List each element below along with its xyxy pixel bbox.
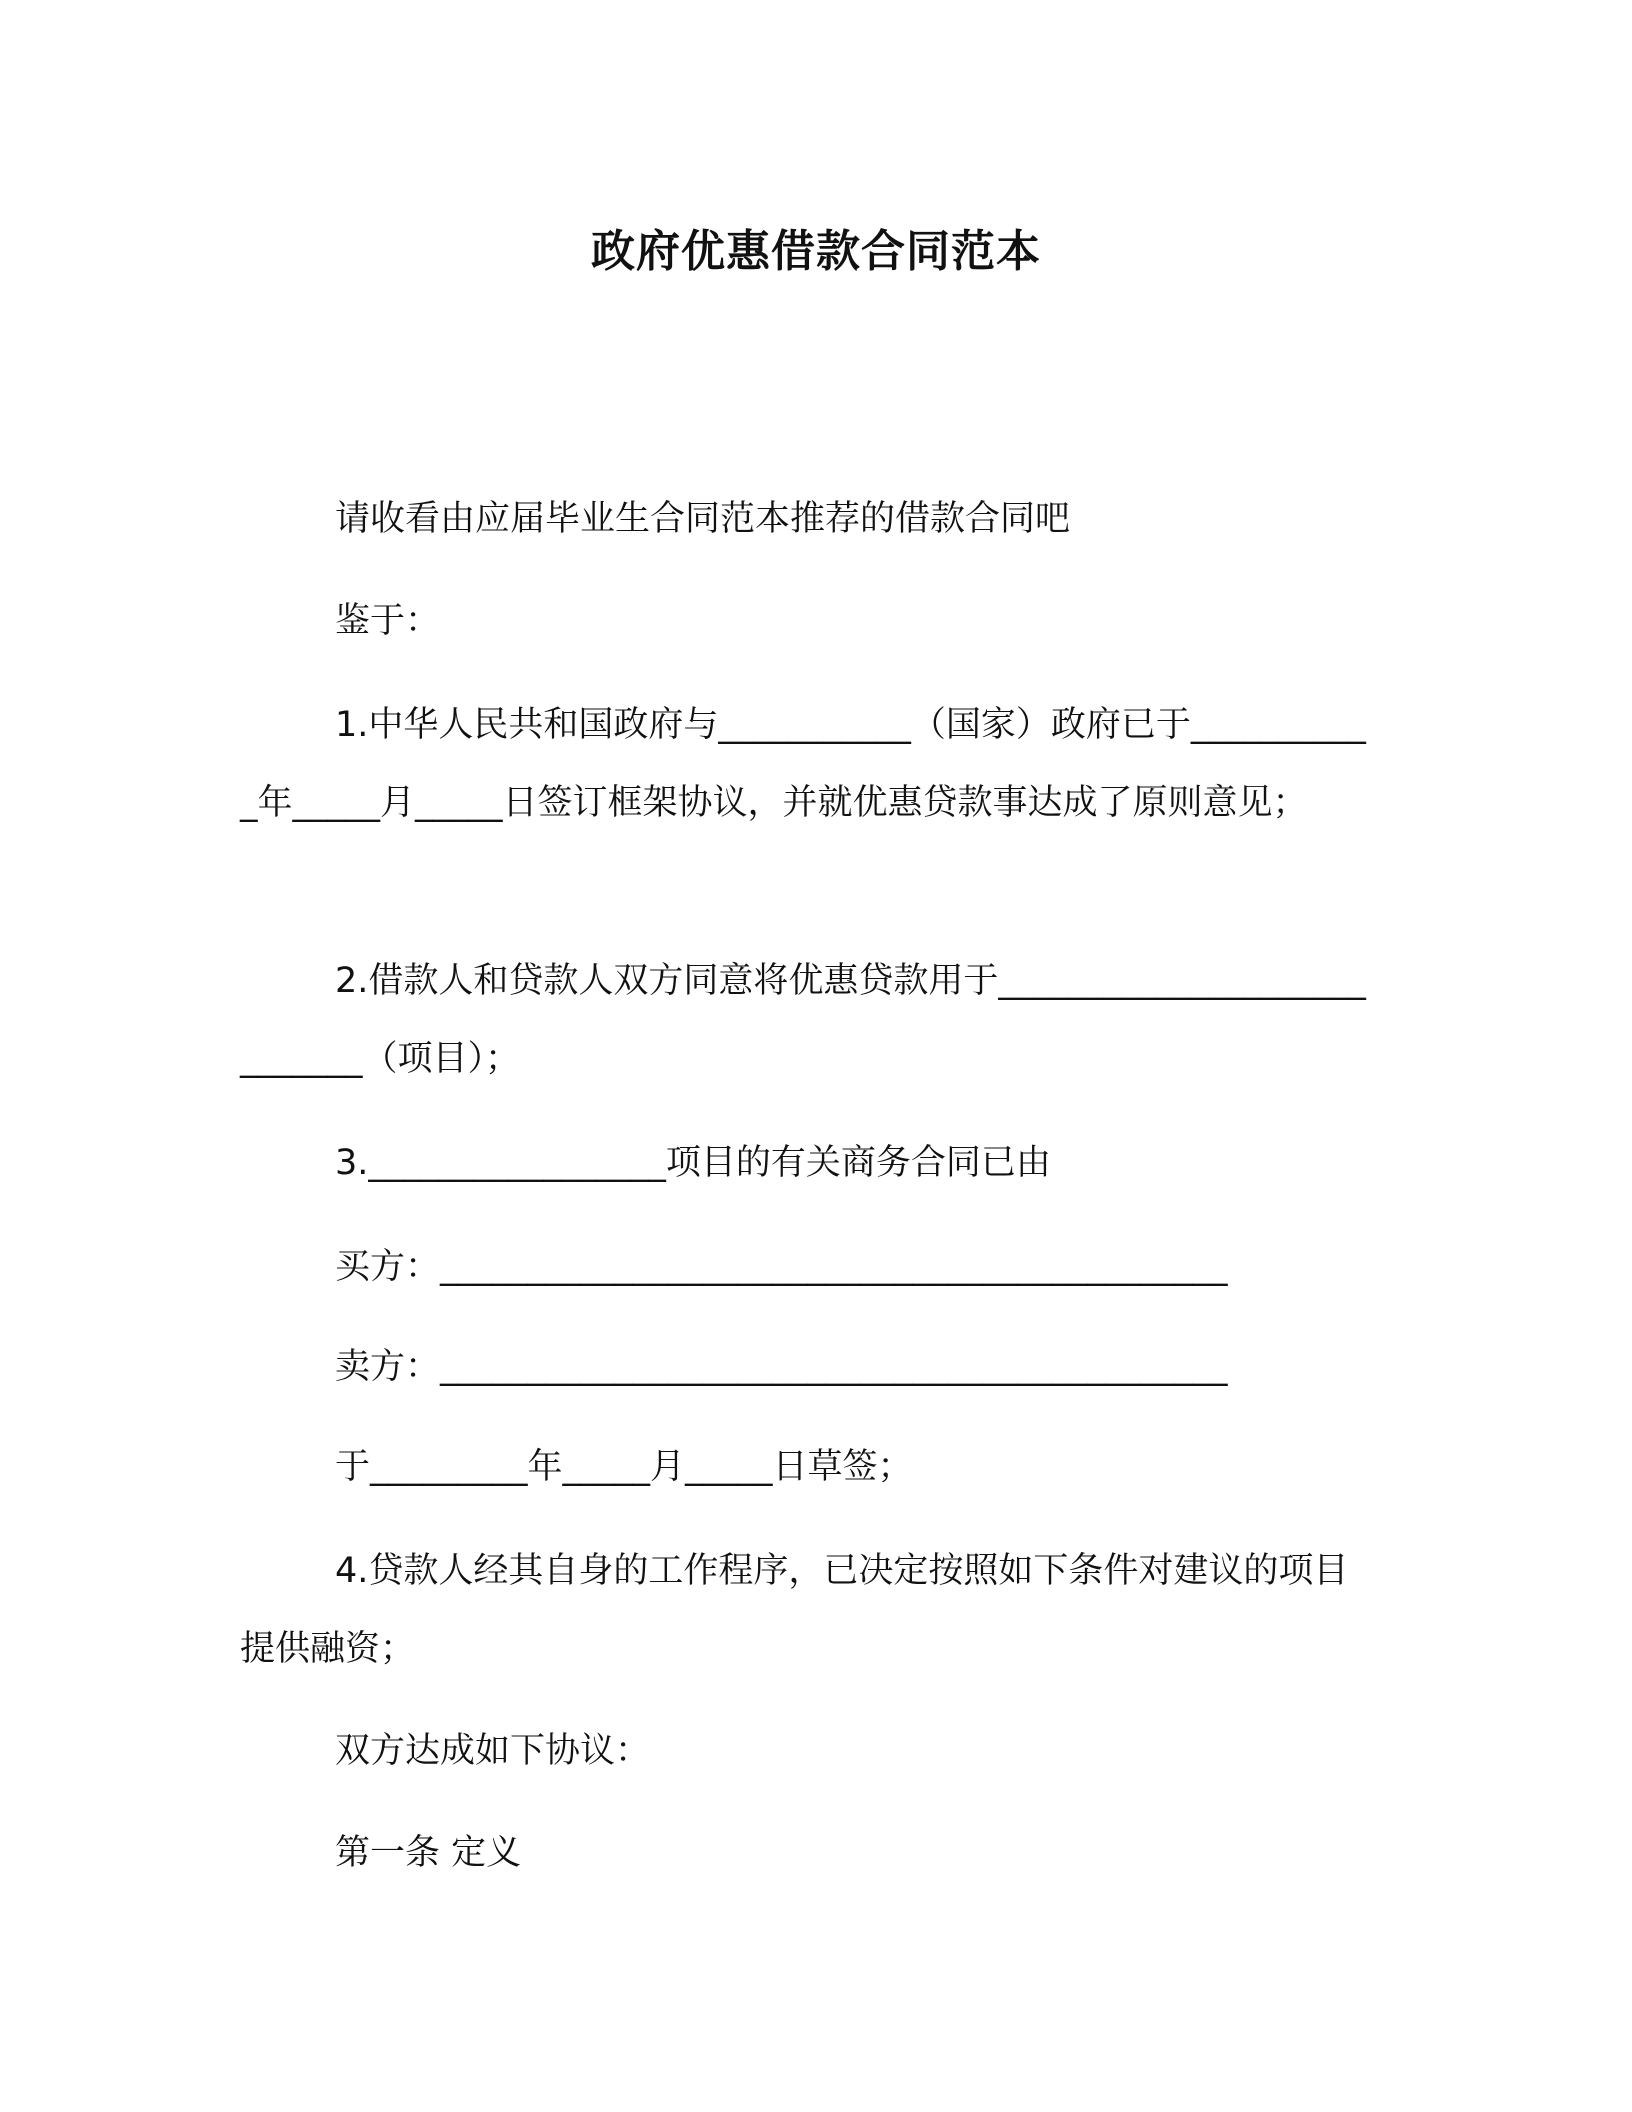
agreement-line: 双方达成如下协议：: [335, 1731, 651, 1771]
article-1-heading: 第一条 定义: [335, 1833, 522, 1873]
signed-date-line: 于_________年_____月_____日草签；: [335, 1447, 913, 1487]
document-title: 政府优惠借款合同范本: [591, 226, 1041, 277]
clause-3: 3._________________项目的有关商务合同已由: [335, 1143, 1051, 1183]
clause-1: 1.中华人民共和国政府与___________（国家）政府已于___________年_____月_____日签订框架协议，并就优惠贷款事达成了原则意见；: [240, 705, 1366, 823]
buyer-line: 买方：_____________________________________________: [335, 1247, 1228, 1287]
seller-line: 卖方：_____________________________________________: [335, 1347, 1228, 1387]
clause-2: 2.借款人和贷款人双方同意将优惠贷款用于____________________________（项目）；: [240, 961, 1366, 1079]
whereas-heading: 鉴于：: [335, 601, 441, 641]
intro-paragraph: 请收看由应届毕业生合同范本推荐的借款合同吧: [335, 499, 1071, 539]
clause-4: 4.贷款人经其自身的工作程序，已决定按照如下条件对建议的项目提供融资；: [240, 1551, 1349, 1669]
